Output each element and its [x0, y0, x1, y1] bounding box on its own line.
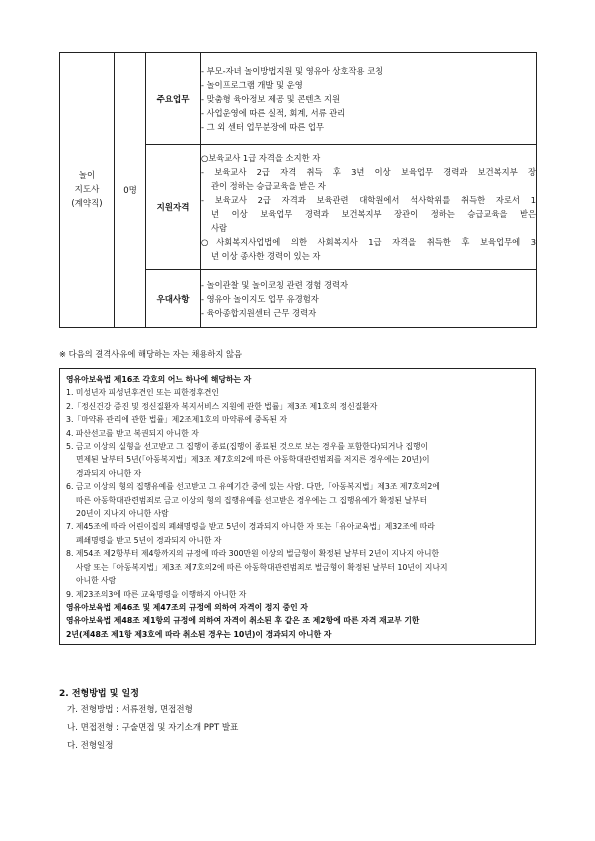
qualification-item: 년 이상 종사한 경력이 있는 자	[211, 251, 321, 261]
qualification-item: - 보육교사 2급 자격과 보육관련 대학원에서 석사학위를 취득한 자로서 1	[201, 195, 536, 205]
qualification-label: 지원자격	[146, 145, 201, 270]
duty-item: - 놀이프로그램 개발 및 운영	[201, 79, 303, 90]
duty-item: - 그 외 센터 업무분장에 따른 업무	[201, 121, 325, 132]
box-bold-line: 영유아보육법 제46조 및 제47조의 규정에 의하여 자격이 정지 중인 자	[66, 602, 308, 612]
preference-content	[201, 270, 537, 328]
preference-item: - 영유아 놀이지도 업무 유경험자	[201, 293, 319, 304]
role-line: (계약직)	[71, 199, 103, 209]
box-line: 면제된 날부터 5년(「아동복지법」제3조 제7호의2에 따른 아동학대관련범죄를 저지른 경우에는 20년)이	[76, 455, 430, 465]
box-line: 아니한 사람	[76, 576, 117, 586]
box-line: 폐쇄명령을 받고 5년이 경과되지 아니한 자	[76, 535, 222, 545]
duty-item: - 부모-자녀 놀이방법지원 및 영유아 상호작용 코칭	[201, 65, 384, 76]
box-line: 1. 미성년자 피성년후견인 또는 피한정후견인	[66, 388, 219, 398]
qualification-content	[201, 145, 537, 270]
duties-label: 주요업무	[146, 53, 201, 145]
box-line: 8. 제54조 제2항부터 제4항까지의 규정에 따라 300만원 이상의 벌금형이 확정된 날부터 2년이 지나지 아니한	[66, 549, 440, 559]
qualification-item: ○보육교사 1급 자격을 소지한 자	[201, 153, 321, 163]
box-line: 경과되지 아니한 자	[76, 468, 142, 478]
qualification-item: ○사회복지사업법에 의한 사회복지사 1급 자격을 취득한 후 보육업무에 3	[201, 237, 536, 247]
preference-item: - 놀이관찰 및 놀이코칭 관련 경험 경력자	[201, 279, 349, 290]
box-line: 사람 또는「아동복지법」제3조 제7호의2에 따른 아동학대관련범죄로 벌금형이 확정된 날부터 10년이 지나지	[76, 562, 448, 572]
qualification-item: 관이 정하는 승급교육을 받은 자	[211, 181, 326, 191]
section-item: 가. 전형방법 : 서류전형, 면접전형	[67, 705, 193, 715]
box-line: 6. 금고 이상의 형의 집행유예를 선고받고 그 유예기간 중에 있는 사람. 다만,「아동복지법」제3조 제7호의2에	[66, 482, 440, 492]
qualification-item: 사람	[211, 223, 228, 233]
box-line: 2.「정신건강 증진 및 정신질환자 복지서비스 지원에 관한 법률」제3조 제1호의 정신질환자	[66, 401, 378, 411]
count-cell: 0명	[115, 53, 146, 328]
box-line: 4. 파산선고를 받고 복권되지 아니한 자	[66, 428, 199, 438]
box-line: 7. 제45조에 따라 어린이집의 폐쇄명령을 받고 5년이 경과되지 아니한 자 또는「유아교육법」제32조에 따라	[66, 522, 435, 532]
box-line: 따른 아동학대관련범죄로 금고 이상의 형의 집행유예를 선고받은 경우에는 그 집행유예가 확정된 날부터	[76, 495, 428, 505]
box-line: 5. 금고 이상의 실형을 선고받고 그 집행이 종료(집행이 종료된 것으로 보는 경우를 포함한다)되거나 집행이	[66, 442, 429, 452]
section-item: 나. 면접전형 : 구술면접 및 자기소개 PPT 발표	[67, 723, 239, 733]
role-line: 놀이	[78, 171, 96, 181]
section-item: 다. 전형일정	[67, 741, 114, 751]
section-title: 2. 전형방법 및 일정	[59, 689, 139, 699]
disqualification-note: ※ 다음의 결격사유에 해당하는 자는 채용하지 않음	[59, 349, 243, 359]
box-bold-line: 영유아보육법 제48조 제1항의 규정에 의하여 자격이 취소된 후 같은 조 제2항에 따른 자격 재교부 기한	[66, 616, 420, 626]
preference-label: 우대사항	[146, 270, 201, 328]
duties-content	[201, 53, 537, 145]
box-line: 3.「마약류 관리에 관한 법률」제2조제1호의 마약류에 중독된 자	[66, 415, 288, 425]
box-bold-line: 2년(제48조 제1항 제3호에 따라 취소된 경우는 10년)이 경과되지 아니한 자	[66, 629, 332, 639]
box-line: 20년이 지나지 아니한 사람	[76, 509, 169, 519]
duty-item: - 사업운영에 따른 실적, 회계, 서류 관리	[201, 107, 346, 118]
box-line: 9. 제23조의3에 따른 교육명령을 이행하지 아니한 자	[66, 589, 247, 599]
box-heading: 영유아보육법 제16조 각호의 어느 하나에 해당하는 자	[66, 375, 252, 384]
role-line: 지도사	[74, 185, 100, 195]
role-cell	[60, 53, 115, 328]
duty-item: - 맞춤형 육아정보 제공 및 콘텐츠 지원	[201, 93, 341, 104]
qualification-item: 년 이상 보육업무 경력과 보건복지부 장관이 정하는 승급교육을 받은	[211, 209, 536, 219]
job-table	[59, 52, 537, 328]
disqualification-box	[59, 368, 536, 645]
qualification-item: - 보육교사 2급 자격 취득 후 3년 이상 보육업무 경력과 보건복지부 장	[201, 167, 536, 177]
preference-item: - 육아종합지원센터 근무 경력자	[201, 307, 317, 318]
